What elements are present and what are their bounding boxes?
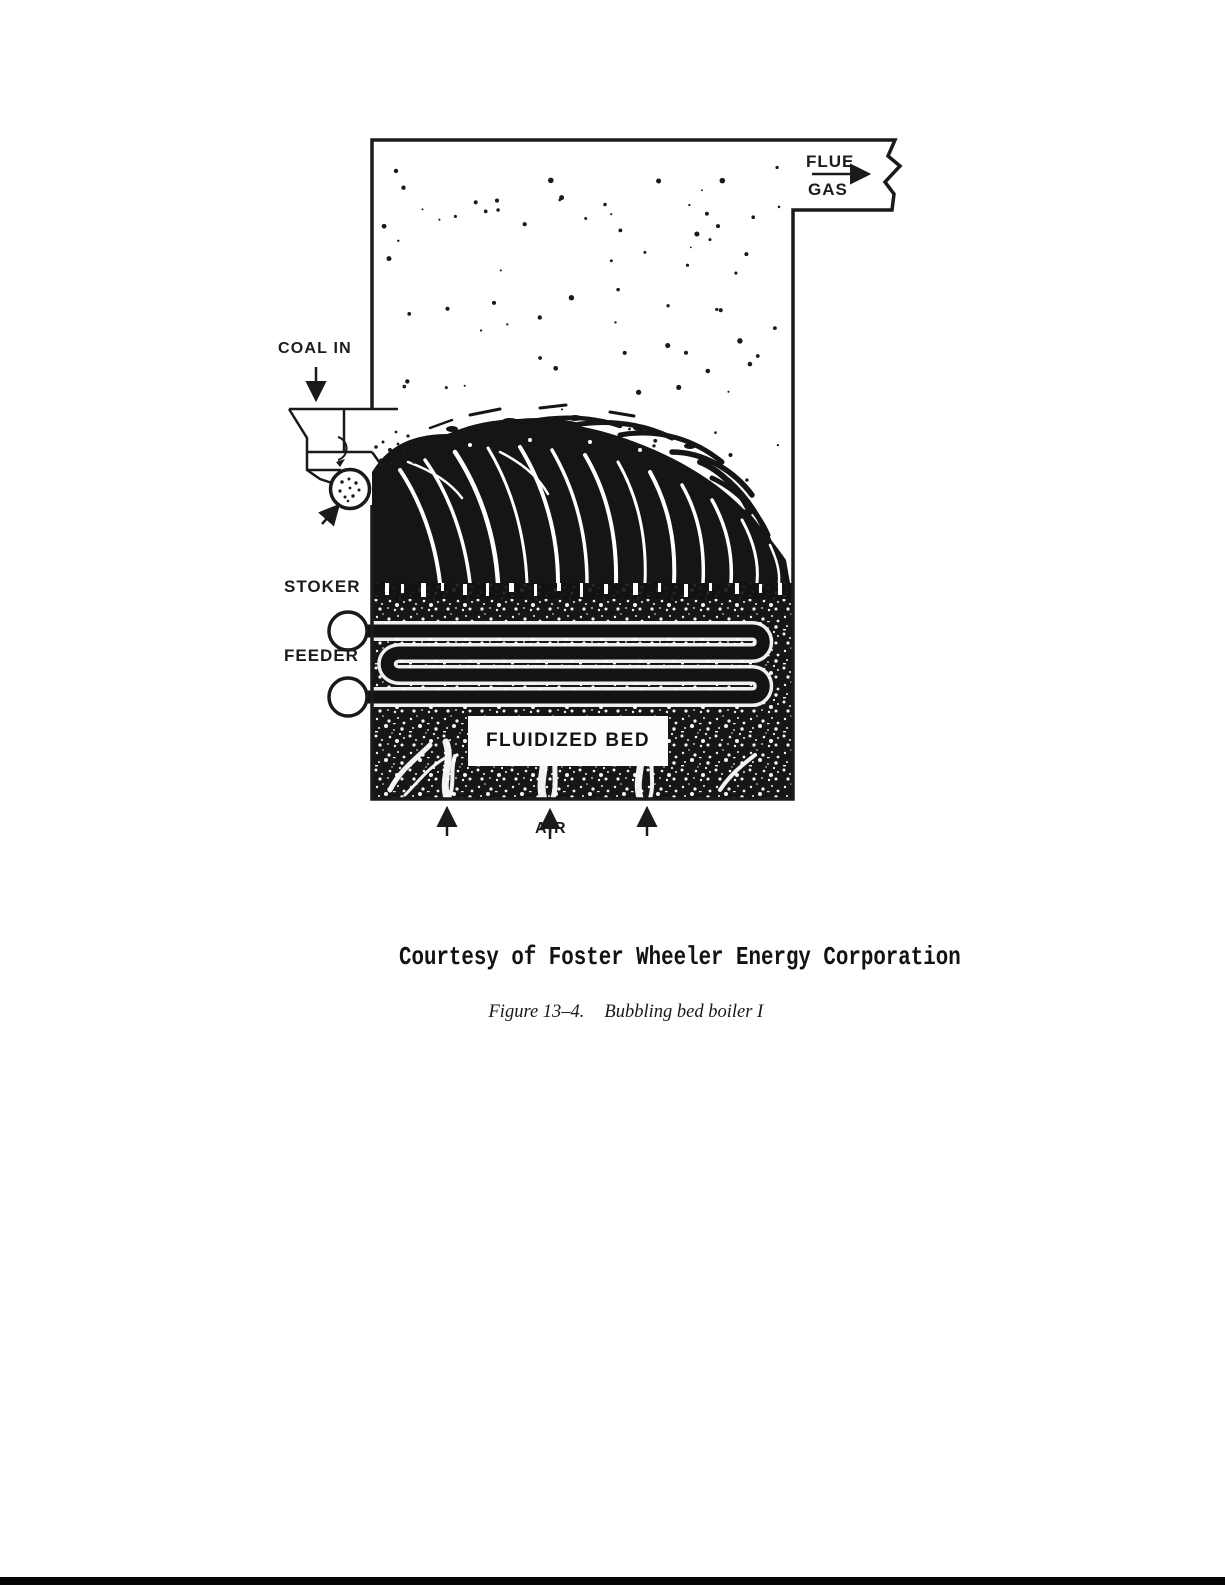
coal-in-label: COAL IN — [278, 340, 352, 357]
page-bottom-rule — [0, 1577, 1225, 1585]
feeder-rotation-arrow-icon — [338, 437, 347, 460]
stoker-feeder-arrow-icon — [322, 506, 338, 524]
stoker-feeder-drum — [331, 470, 370, 509]
stoker-feeder-label-line2: FEEDER — [284, 646, 359, 665]
flue-label: FLUE — [806, 152, 855, 171]
figure-number: Figure 13–4. — [488, 1002, 585, 1022]
figure-caption — [470, 981, 763, 1044]
splash-zone — [372, 405, 790, 583]
figure-title: Bubbling bed boiler I — [604, 1002, 764, 1022]
air-label: AIR — [534, 820, 568, 837]
fluidized-bed-label-box — [468, 716, 668, 766]
stoker-feeder-label-line1: STOKER — [284, 577, 361, 596]
feeder-rotation-arrowhead-icon — [336, 459, 345, 467]
stoker-feeder-label — [284, 529, 361, 713]
fluidized-bed-label: FLUIDIZED BED — [485, 730, 651, 751]
courtesy-line: Courtesy of Foster Wheeler Energy Corporation — [399, 942, 961, 972]
gas-label: GAS — [808, 180, 848, 199]
bed-zone — [353, 583, 793, 800]
